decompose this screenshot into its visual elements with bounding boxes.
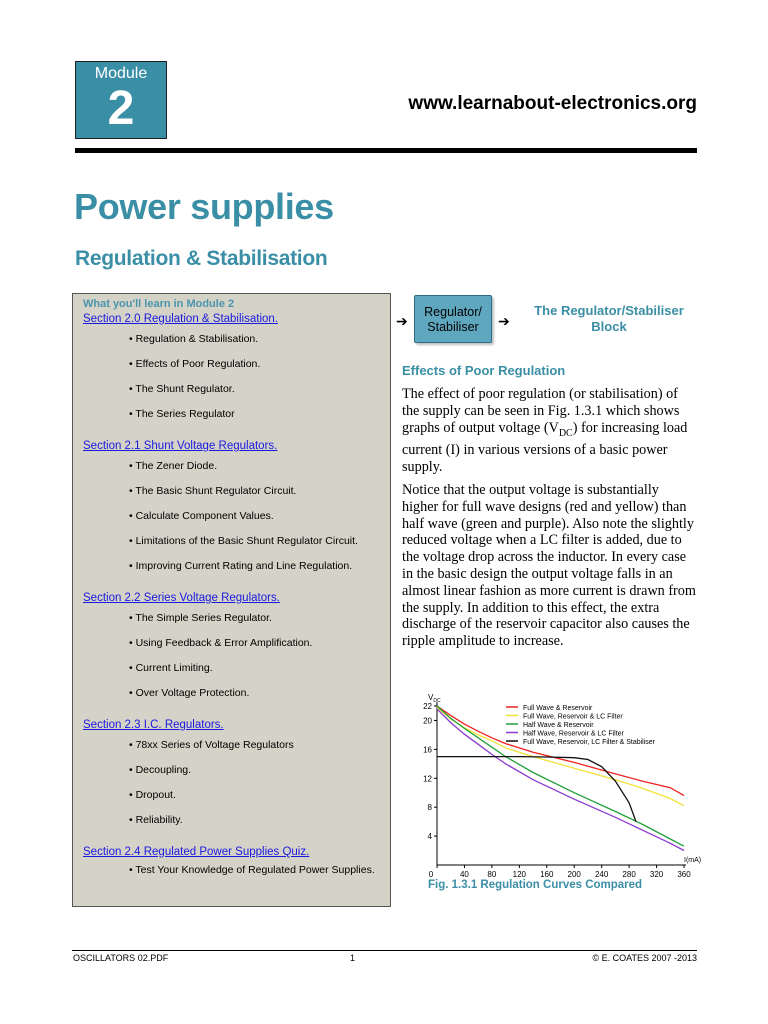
regulator-block — [414, 295, 492, 343]
y-tick-label: 8 — [427, 803, 432, 813]
paragraph-text: The effect of poor regulation (or stabilisation) of the supply can be seen in Fig. 1.3.1 which shows graphs of output voltage (V — [402, 386, 680, 436]
toc-item: • Using Feedback & Error Amplification. — [129, 637, 313, 649]
x-axis-label: I(mA) — [684, 857, 702, 864]
chart-svg — [400, 690, 702, 882]
page-subtitle: Regulation & Stabilisation — [75, 247, 328, 270]
toc-link-section-2-4[interactable]: Section 2.4 Regulated Power Supplies Quiz. — [83, 846, 310, 858]
toc-item: • Decoupling. — [129, 764, 192, 776]
toc-item: • The Series Regulator — [129, 408, 235, 420]
legend-label: Half Wave & Reservoir — [523, 722, 594, 729]
copyright: © E. COATES 2007 -2013 — [592, 953, 697, 963]
regulator-block-label: Regulator/ — [424, 305, 482, 319]
regulator-block-diagram — [396, 293, 510, 349]
page-title: Power supplies — [74, 186, 334, 227]
x-tick-label: 0 — [428, 870, 434, 879]
body-paragraph: Notice that the output voltage is substantially higher for full wave designs (red and yellow) than half wave (green and purple). Also note the slightly reduced voltage when a LC filter is added, due to the voltage drop across the inductor. In every case in the basic design the output voltage falls in an almost linear fashion as more current is drawn from the supply. In addition to this effect, the extra discharge of the reservoir capacitor also causes the ripple amplitude to increase. — [402, 482, 696, 650]
y-tick-label: 16 — [423, 745, 432, 755]
x-tick-label: 360 — [677, 870, 691, 879]
footer-rule — [72, 950, 697, 951]
toc-item: • The Zener Diode. — [129, 460, 218, 472]
legend-label: Full Wave, Reservoir & LC Filter — [523, 713, 623, 721]
x-tick-label: 200 — [567, 870, 581, 879]
arrow-right-icon: ➔ — [498, 313, 510, 329]
toc-item: • Current Limiting. — [129, 662, 213, 674]
header-rule — [75, 148, 697, 153]
y-axis-label: $V_{DC}$ — [428, 693, 441, 704]
x-tick-label: 160 — [540, 870, 554, 879]
toc-item: • Improving Current Rating and Line Regulation. — [129, 560, 353, 572]
body-paragraph — [402, 386, 698, 476]
series-line — [437, 757, 636, 822]
y-tick-label: 22 — [423, 702, 432, 711]
x-tick-label: 120 — [512, 870, 527, 879]
module-number: 2 — [107, 82, 135, 135]
regulation-curves-chart — [400, 690, 702, 882]
arrow-right-icon: ➔ — [396, 313, 408, 329]
toc-link-section-2-2[interactable]: Section 2.2 Series Voltage Regulators. — [83, 592, 280, 604]
toc-item: • Test Your Knowledge of Regulated Power Supplies. — [129, 864, 375, 876]
toc-item: • Over Voltage Protection. — [129, 687, 250, 699]
regulator-block-label: Stabiliser — [427, 320, 479, 334]
toc-item: • Dropout. — [129, 789, 176, 801]
page-number: 1 — [350, 953, 356, 963]
toc-link-section-2-1[interactable]: Section 2.1 Shunt Voltage Regulators. — [83, 440, 278, 452]
toc-heading: What you'll learn in Module 2 — [83, 298, 235, 310]
x-tick-label: 280 — [622, 870, 636, 879]
toc-item: • The Shunt Regulator. — [129, 383, 235, 395]
y-tick-label: 12 — [423, 774, 432, 784]
toc-item: • Regulation & Stabilisation. — [129, 333, 259, 345]
module-label: Module — [94, 65, 148, 82]
module-badge — [75, 61, 167, 139]
toc-item: • The Simple Series Regulator. — [129, 612, 272, 624]
toc-link-section-2-3[interactable]: Section 2.3 I.C. Regulators. — [83, 719, 224, 731]
footer-filename: OSCILLATORS 02.PDF — [73, 953, 169, 963]
site-url: www.learnabout-electronics.org — [408, 93, 697, 114]
figure-caption: Fig. 1.3.1 Regulation Curves Compared — [428, 879, 643, 891]
toc-item: • 78xx Series of Voltage Regulators — [129, 739, 294, 751]
toc-link-section-2-0[interactable]: Section 2.0 Regulation & Stabilisation. — [83, 313, 278, 325]
subscript-text: DC — [558, 427, 573, 439]
toc-item: • Reliability. — [129, 814, 183, 826]
x-tick-label: 40 — [459, 870, 469, 879]
legend-label: Full Wave, Reservoir, LC Filter & Stabiliser — [523, 739, 655, 746]
module-contents-box — [72, 293, 391, 907]
block-diagram-caption: The Regulator/Stabiliser Block — [534, 303, 684, 334]
legend-label: Full Wave & Reservoir — [523, 705, 593, 712]
x-tick-label: 320 — [649, 870, 664, 879]
x-tick-label: 80 — [487, 870, 497, 879]
toc-item: • Calculate Component Values. — [129, 510, 274, 522]
toc-item: • Limitations of the Basic Shunt Regulator Circuit. — [129, 535, 358, 547]
x-tick-label: 240 — [594, 870, 609, 879]
y-tick-label: 20 — [423, 716, 432, 726]
paragraph-text: ) for increasing load current (I) in various versions of a basic power supply. — [402, 419, 688, 476]
legend-label: Half Wave, Reservoir & LC Filter — [523, 730, 624, 738]
y-axis-label-sub: DC — [433, 698, 441, 704]
y-tick-label: 4 — [427, 832, 432, 842]
toc-item: • Effects of Poor Regulation. — [129, 358, 261, 370]
section-heading: Effects of Poor Regulation — [402, 363, 566, 378]
toc-item: • The Basic Shunt Regulator Circuit. — [129, 485, 297, 497]
